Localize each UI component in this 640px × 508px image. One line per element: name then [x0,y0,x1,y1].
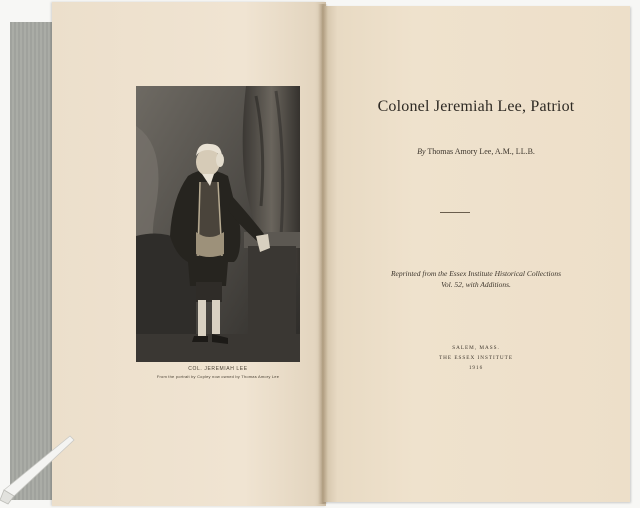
divider-rule [440,212,470,213]
letter-opener-icon [0,430,80,508]
author-line [322,147,630,156]
right-page [322,6,630,502]
book-gutter [318,4,328,504]
plate-caption [122,366,314,380]
reprint-line-2: Vol. 52, with Additions. [441,280,511,289]
reprint-note [322,268,630,290]
imprint-year: 1916 [468,365,484,371]
author-prefix: By [417,147,426,156]
plate-caption-title: COL. JEREMIAH LEE [188,366,248,372]
author-name: Thomas Amory Lee, A.M., LL.B. [427,147,535,156]
plate-credit: From the portrait by Copley now owned by Thomas Amory Lee [156,374,280,379]
portrait-plate [136,86,300,362]
portrait-image [136,86,300,362]
imprint-place: SALEM, MASS. [452,345,500,351]
reprint-line-1: Reprinted from the Essex Institute Historical Collections [390,269,562,278]
book-title: Colonel Jeremiah Lee, Patriot [377,98,575,115]
imprint-publisher: THE ESSEX INSTITUTE [438,355,514,361]
imprint [322,343,630,373]
